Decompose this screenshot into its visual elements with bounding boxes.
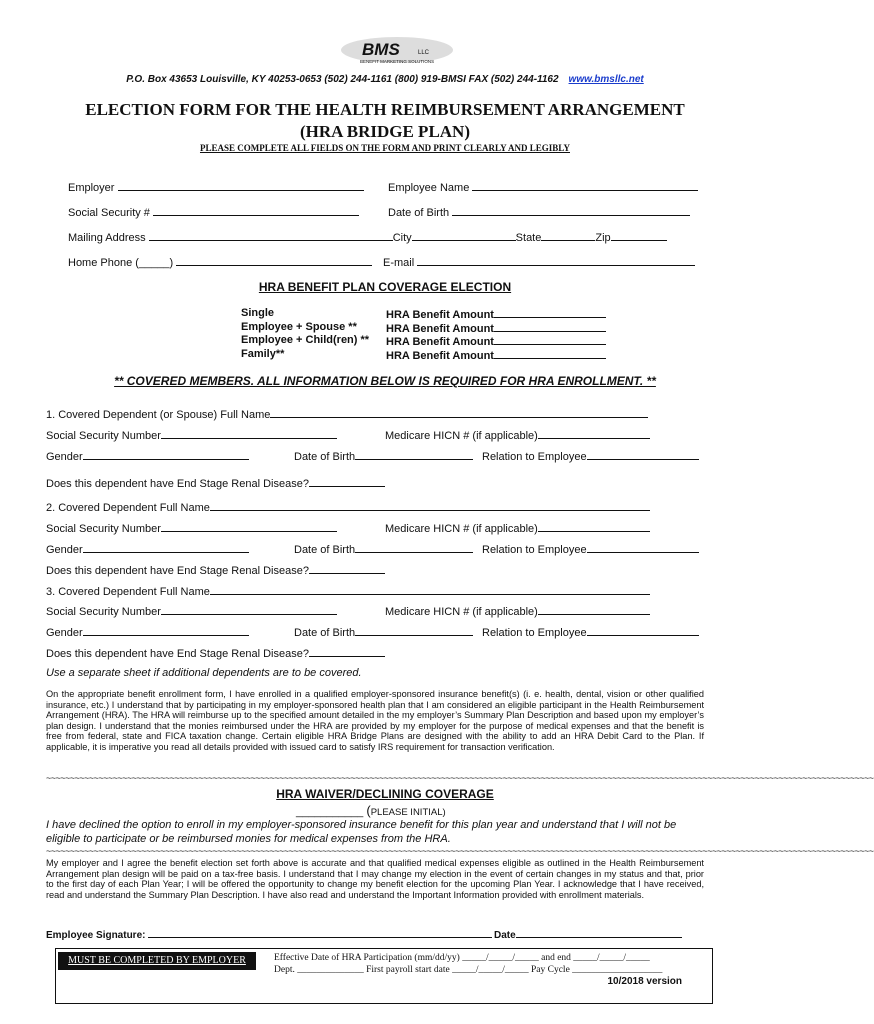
dep3-relation-field[interactable] — [482, 625, 699, 639]
dob-field[interactable] — [388, 205, 690, 219]
logo-suffix: LLC — [418, 50, 430, 56]
amount-line[interactable] — [494, 348, 606, 359]
dep1-name-field[interactable] — [46, 407, 648, 421]
home-phone-field[interactable] — [68, 255, 372, 269]
tier-employee-children[interactable]: Employee + Child(ren) ** — [241, 334, 370, 346]
divider-tilde: ~~~~~~~~~~~~~~~~~~~~~~~~~~~~~~~~~~~~~~~~~~~~~~~~~~~~~~~~~~~~~~~~~~~~~~~~~~~~~~~~~~~~~~~~~~~~~~~~~~~~~~~~~~~~~~~~~~~~~~~~~~~~~~~~~~~~~~~~~~~~~~~~~~~~~~~~~~~~~~~~~~~~~~~~~~~~~~ — [46, 846, 874, 856]
signature-date-field[interactable] — [494, 928, 682, 941]
form-subtitle: (HRA BRIDGE PLAN) — [299, 122, 470, 141]
dept-payroll-line[interactable]: Dept. ______________ First payroll start date _____/_____/_____ Pay Cycle ___________________ — [274, 965, 663, 975]
waiver-text: I have declined the option to enroll in my employer-sponsored insurance benefit for this plan year and understand that I will not be eligible to participate or be reimbursed monies for medical expenses from the HRA. — [46, 819, 677, 845]
employee-name-field[interactable] — [388, 180, 698, 194]
address-line — [0, 74, 770, 85]
dep2-esrd-label: Does this dependent have End Stage Renal Disease? — [46, 565, 309, 577]
dep1-esrd-line[interactable] — [309, 476, 385, 487]
dob-label: Date of Birth — [388, 207, 450, 219]
signature-label: Employee Signature: — [46, 930, 146, 941]
dep2-hicn-line[interactable] — [538, 521, 650, 532]
tier-family[interactable]: Family** — [241, 347, 285, 360]
dep3-gender-line[interactable] — [83, 625, 249, 636]
email-label: E-mail — [383, 257, 415, 269]
dep3-hicn-label: Medicare HICN # (if applicable) — [385, 606, 538, 618]
dep2-esrd-field[interactable] — [46, 563, 385, 577]
initial-label: PLEASE INITIAL — [370, 807, 443, 818]
coverage-heading: HRA BENEFIT PLAN COVERAGE ELECTION — [258, 280, 512, 294]
dep2-gender-field[interactable] — [46, 542, 249, 556]
employee-name-label: Employee Name — [388, 182, 470, 194]
home-phone-line[interactable] — [176, 255, 372, 266]
amount-employee-children[interactable] — [386, 334, 606, 348]
dep2-gender-label: Gender — [46, 544, 83, 556]
address-text: P.O. Box 43653 Louisville, KY 40253-0653 (502) 244-1161 (800) 919-BMSI FAX (502) 244-1162 — [126, 74, 559, 85]
dep2-relation-line[interactable] — [587, 542, 699, 553]
dep3-name-field[interactable] — [46, 584, 650, 598]
dep2-ssn-line[interactable] — [161, 521, 337, 532]
city-label: City — [392, 232, 412, 244]
paren-open-icon: ( — [366, 803, 371, 818]
date-line[interactable] — [516, 928, 682, 938]
separate-sheet-note: Use a separate sheet if additional dependents are to be covered. — [46, 667, 362, 679]
dep1-dob-field[interactable] — [294, 449, 473, 463]
coverage-tiers — [241, 307, 369, 361]
logo-text: BMS — [362, 40, 400, 59]
dep3-esrd-field[interactable] — [46, 646, 385, 660]
initial-blank[interactable]: ___________ — [296, 806, 364, 818]
dep2-relation-label: Relation to Employee — [482, 544, 587, 556]
dep1-relation-field[interactable] — [482, 449, 699, 463]
effective-date-line[interactable]: Effective Date of HRA Participation (mm/dd/yy) _____/_____/_____ and end _____/_____/_____ — [274, 953, 650, 963]
email-line[interactable] — [417, 255, 695, 266]
dob-line[interactable] — [452, 205, 690, 216]
dep3-hicn-field[interactable] — [385, 604, 650, 618]
state-line[interactable] — [541, 230, 595, 241]
employee-signature-field[interactable] — [46, 928, 492, 941]
dep3-hicn-line[interactable] — [538, 604, 650, 615]
bms-logo — [338, 36, 456, 66]
dep2-ssn-field[interactable] — [46, 521, 337, 535]
employer-line[interactable] — [118, 180, 364, 191]
dep1-name-line[interactable] — [270, 407, 648, 418]
dep3-esrd-label: Does this dependent have End Stage Renal Disease? — [46, 648, 309, 660]
dep3-ssn-label: Social Security Number — [46, 606, 161, 618]
form-instruction: PLEASE COMPLETE ALL FIELDS ON THE FORM AND PRINT CLEARLY AND LEGIBLY — [199, 143, 570, 153]
website-link[interactable]: www.bmsllc.net — [568, 74, 644, 85]
dep2-dob-field[interactable] — [294, 542, 473, 556]
tier-employee-spouse[interactable]: Employee + Spouse ** — [241, 320, 357, 333]
dep3-esrd-line[interactable] — [309, 646, 385, 657]
dep1-ssn-label: Social Security Number — [46, 430, 161, 442]
initial-field[interactable] — [296, 803, 446, 818]
dep3-gender-label: Gender — [46, 627, 83, 639]
employer-label: Employer — [68, 182, 115, 194]
dep2-name-field[interactable] — [46, 500, 650, 514]
dep2-esrd-line[interactable] — [309, 563, 385, 574]
dep2-name-line[interactable] — [210, 500, 650, 511]
amount-line[interactable] — [494, 307, 606, 318]
signature-line[interactable] — [148, 928, 492, 938]
dep3-relation-line[interactable] — [587, 625, 699, 636]
dep3-dob-label: Date of Birth — [294, 627, 356, 639]
dep1-name-label: 1. Covered Dependent (or Spouse) Full Name — [46, 409, 271, 421]
home-phone-label: Home Phone (_____) — [68, 257, 174, 269]
dep1-hicn-field[interactable] — [385, 428, 650, 442]
amount-line[interactable] — [494, 334, 606, 345]
coverage-amounts — [386, 307, 606, 361]
dep1-esrd-field[interactable] — [46, 476, 385, 490]
dep3-gender-field[interactable] — [46, 625, 249, 639]
dep2-relation-field[interactable] — [482, 542, 699, 556]
employer-section-label: MUST BE COMPLETED BY EMPLOYER — [58, 952, 256, 970]
dep3-dob-line[interactable] — [355, 625, 473, 636]
dep1-relation-label: Relation to Employee — [482, 451, 587, 463]
zip-label: Zip — [595, 232, 611, 244]
employee-name-line[interactable] — [472, 180, 698, 191]
amount-label: HRA Benefit Amount — [386, 322, 494, 335]
dep1-gender-line[interactable] — [83, 449, 249, 460]
waiver-heading: HRA WAIVER/DECLINING COVERAGE — [276, 787, 494, 801]
amount-single[interactable] — [386, 307, 606, 321]
enrollment-paragraph: On the appropriate benefit enrollment form, I have enrolled in a qualified employer-sponsored insurance benefit(s) (i. e. health, dental, vision or other qualified insurance, etc.) I understand that by participating in my employer-sponsored health plan that I am considered an eligible participant in the Health Reimbursement Arrangement (HRA). The HRA will reimburse up to the specified amount detailed in the my employer’s Summary Plan Description and based upon my employer’s plan design. I understand that the monies reimbursed under the HRA are provided by my employer for the purpose of medical expenses and that the benefit is free from federal, state and FICA taxation change. Certain eligible HRA Bridge Plans are designed with the ability to add an HRA Debit Card to the Plan. If applicable, it is imperative you read all details provided with issued card to satisfy IRS requirement for transaction verification. — [46, 689, 704, 752]
amount-label: HRA Benefit Amount — [386, 336, 494, 348]
dep2-ssn-label: Social Security Number — [46, 523, 161, 535]
divider-tilde: ~~~~~~~~~~~~~~~~~~~~~~~~~~~~~~~~~~~~~~~~~~~~~~~~~~~~~~~~~~~~~~~~~~~~~~~~~~~~~~~~~~~~~~~~~~~~~~~~~~~~~~~~~~~~~~~~~~~~~~~~~~~~~~~~~~~~~~~~~~~~~~~~~~~~~~~~~~~~~~~~~~~~~~~~~~~~~~ — [46, 773, 874, 783]
dep2-dob-label: Date of Birth — [294, 544, 356, 556]
dep1-gender-field[interactable] — [46, 449, 249, 463]
amount-family[interactable] — [386, 348, 606, 362]
dep1-relation-line[interactable] — [587, 449, 699, 460]
dep2-hicn-label: Medicare HICN # (if applicable) — [385, 523, 538, 535]
ssn-label: Social Security # — [68, 207, 150, 219]
tier-single[interactable]: Single — [241, 307, 275, 319]
mailing-label: Mailing Address — [68, 232, 146, 244]
dep1-gender-label: Gender — [46, 451, 83, 463]
paren-close-icon: ) — [442, 807, 446, 818]
dep1-dob-line[interactable] — [355, 449, 473, 460]
amount-line[interactable] — [494, 321, 606, 332]
dep1-ssn-line[interactable] — [161, 428, 337, 439]
covered-members-banner: ** COVERED MEMBERS. ALL INFORMATION BELOW IS REQUIRED FOR HRA ENROLLMENT. ** — [114, 374, 656, 388]
ssn-field[interactable] — [68, 205, 359, 219]
form-title: ELECTION FORM FOR THE HEALTH REIMBURSEMENT ARRANGEMENT — [85, 100, 685, 119]
logo-tagline: BENEFIT MARKETING SOLUTIONS — [360, 59, 435, 64]
mailing-address-field[interactable] — [68, 230, 667, 244]
zip-line[interactable] — [611, 230, 667, 241]
date-label: Date — [494, 930, 516, 941]
dep3-dob-field[interactable] — [294, 625, 473, 639]
dep1-hicn-label: Medicare HICN # (if applicable) — [385, 430, 538, 442]
employer-field[interactable] — [68, 180, 364, 194]
dep2-name-label: 2. Covered Dependent Full Name — [46, 502, 210, 514]
dep1-dob-label: Date of Birth — [294, 451, 356, 463]
amount-label: HRA Benefit Amount — [386, 349, 494, 362]
state-label: State — [515, 232, 542, 244]
dep3-name-line[interactable] — [210, 584, 650, 595]
amount-label: HRA Benefit Amount — [386, 309, 494, 321]
dep1-hicn-line[interactable] — [538, 428, 650, 439]
dep2-dob-line[interactable] — [355, 542, 473, 553]
form-version: 10/2018 version — [607, 976, 682, 987]
agreement-paragraph: My employer and I agree the benefit election set forth above is accurate and that qualified medical expenses eligible as outlined in the Health Reimbursement Arrangement plan design will be paid on a tax-free basis. I understand that I may change my election in the event of certain changes in my status and that, prior to the first day of each Plan Year; I will be offered the opportunity to change my benefit election for the upcoming Plan Year. I acknowledge that I have received, read and understand the Summary Plan Description. I have also read and understand the Important Information provided with enrollment materials. — [46, 858, 704, 900]
dep1-ssn-field[interactable] — [46, 428, 337, 442]
dep3-ssn-field[interactable] — [46, 604, 337, 618]
amount-employee-spouse[interactable] — [386, 321, 606, 335]
dep1-esrd-label: Does this dependent have End Stage Renal Disease? — [46, 478, 309, 490]
city-line[interactable] — [412, 230, 516, 241]
dep3-ssn-line[interactable] — [161, 604, 337, 615]
dep2-hicn-field[interactable] — [385, 521, 650, 535]
dep3-name-label: 3. Covered Dependent Full Name — [46, 586, 210, 598]
mailing-line[interactable] — [149, 230, 393, 241]
dep2-gender-line[interactable] — [83, 542, 249, 553]
ssn-line[interactable] — [153, 205, 359, 216]
dep3-relation-label: Relation to Employee — [482, 627, 587, 639]
email-field[interactable] — [383, 255, 695, 269]
